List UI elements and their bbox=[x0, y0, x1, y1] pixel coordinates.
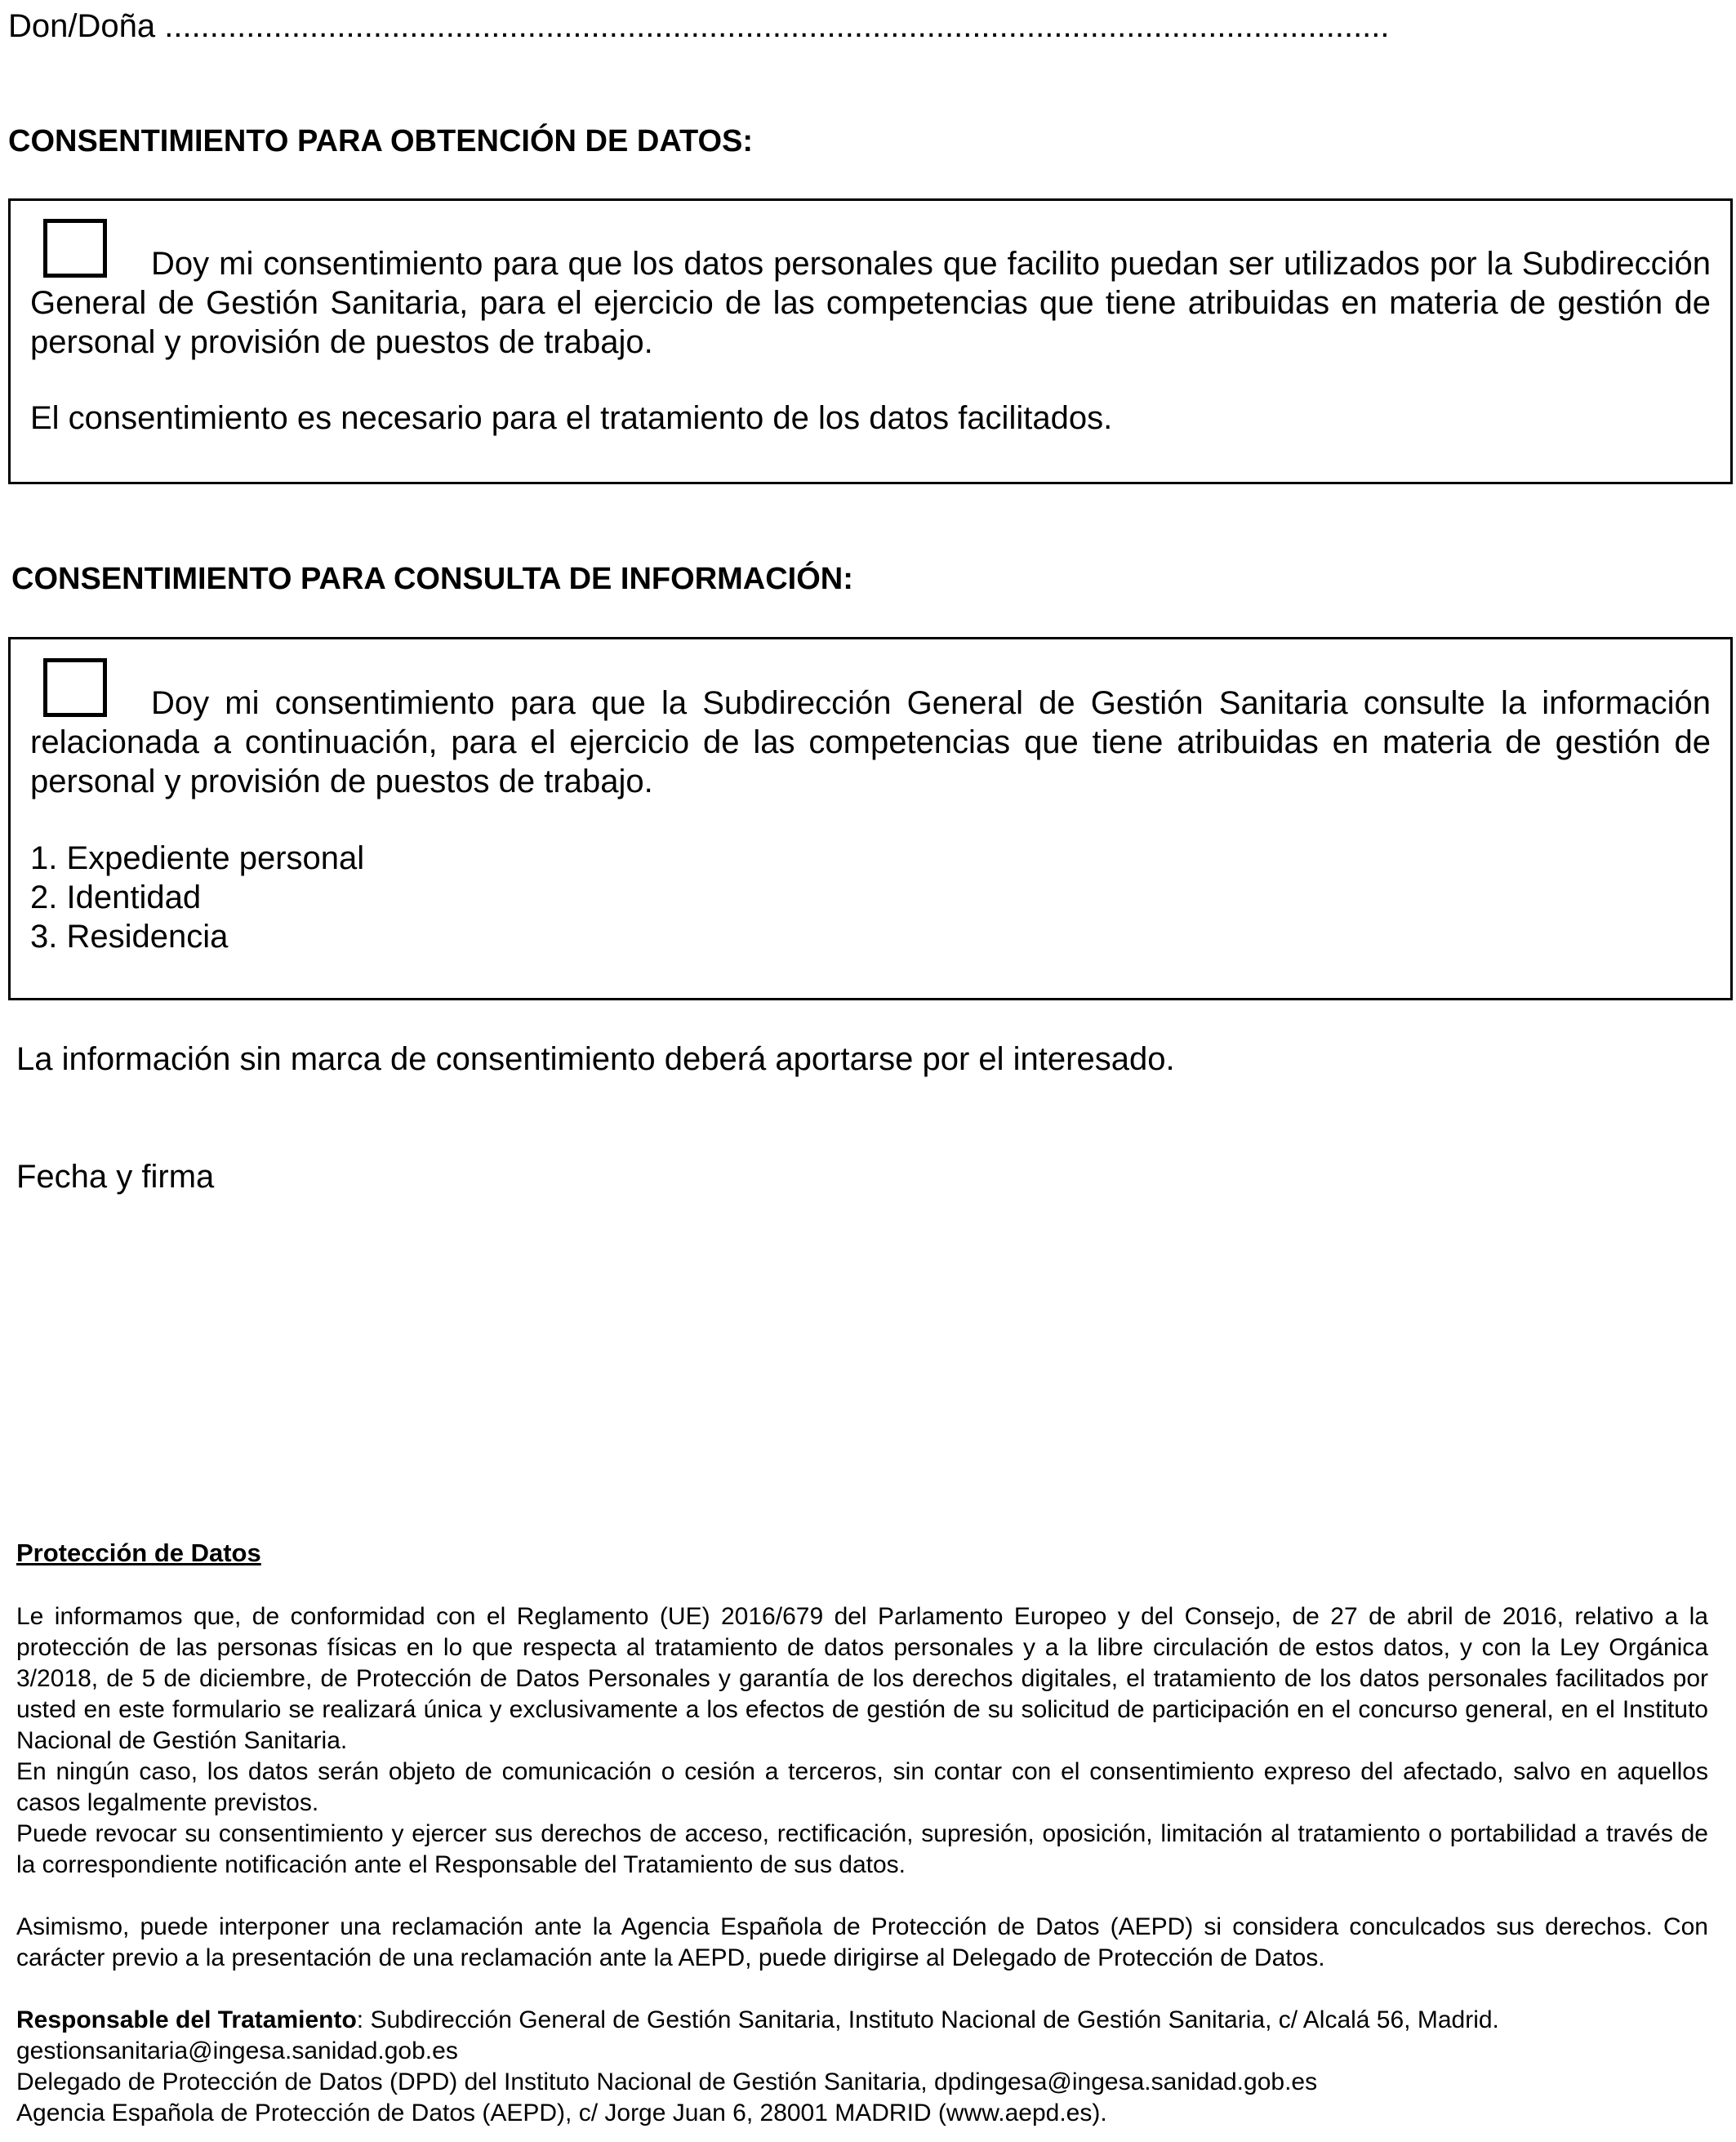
data-protection-p4: Asimismo, puede interponer una reclamación ante la Agencia Española de Protección de Datos (AEPD) si considera conculcados sus derechos. Con carácter previo a la presentación de una reclamación ante la AEPD, puede dirigirse al Delegado de Protección de Datos. bbox=[16, 1913, 1708, 1971]
consent-consultation-box bbox=[8, 637, 1733, 1000]
data-protection-p2: En ningún caso, los datos serán objeto de comunicación o cesión a terceros, sin contar con el consentimiento expreso del afectado, salvo en aquellos casos legalmente previstos. bbox=[16, 1758, 1708, 1816]
consent-required-note: El consentimiento es necesario para el tratamiento de los datos facilitados. bbox=[30, 400, 1113, 436]
consent-obtention-text: Doy mi consentimiento para que los datos personales que facilito puedan ser utilizados por la Subdirección General de Gestión Sanitaria, para el ejercicio de las competencias que tiene atribuidas en materia de gestión de personal y provisión de puestos de trabajo. bbox=[30, 246, 1711, 360]
data-protection-body bbox=[16, 1601, 1708, 2129]
notice-text: La información sin marca de consentimiento deberá aportarse por el interesado. bbox=[16, 1041, 1175, 1077]
section1-title: CONSENTIMIENTO PARA OBTENCIÓN DE DATOS: bbox=[8, 124, 754, 158]
responsable-label: Responsable del Tratamiento bbox=[16, 2006, 357, 2033]
data-protection-p3: Puede revocar su consentimiento y ejercer sus derechos de acceso, rectificación, supresión, oposición, limitación al tratamiento o portabilidad a través de la correspondiente notificación ante el Responsable del Tratamiento de sus datos. bbox=[16, 1820, 1708, 1878]
aepd-line: Agencia Española de Protección de Datos (AEPD), c/ Jorge Juan 6, 28001 MADRID (www.aepd.es). bbox=[16, 2100, 1107, 2126]
contact-email: gestionsanitaria@ingesa.sanidad.gob.es bbox=[16, 2037, 458, 2064]
list-item: 1. Expediente personal bbox=[30, 840, 365, 876]
name-line: Don/Doña ....................................................................................................................................... bbox=[8, 8, 1390, 44]
responsable-text: : Subdirección General de Gestión Sanitaria, Instituto Nacional de Gestión Sanitaria, c/ Alcalá 56, Madrid. bbox=[356, 2006, 1499, 2033]
section2-title: CONSENTIMIENTO PARA CONSULTA DE INFORMACIÓN: bbox=[11, 562, 853, 596]
responsable-line bbox=[16, 2005, 1708, 2036]
data-protection-title: Protección de Datos bbox=[16, 1539, 261, 1567]
signature-label: Fecha y firma bbox=[16, 1159, 215, 1195]
consent-consultation-text: Doy mi consentimiento para que la Subdirección General de Gestión Sanitaria consulte la información relacionada a continuación, para el ejercicio de las competencias que tiene atribuidas en materia de gestión de personal y provisión de puestos de trabajo. bbox=[30, 685, 1711, 799]
data-protection-p1: Le informamos que, de conformidad con el Reglamento (UE) 2016/679 del Parlamento Europeo y del Consejo, de 27 de abril de 2016, relativo a la protección de las personas físicas en lo que respecta al tratamiento de datos personales y a la libre circulación de estos datos, y con la Ley Orgánica 3/2018, de 5 de diciembre, de Protección de Datos Personales y garantía de los derechos digitales, el tratamiento de los datos personales facilitados por usted en este formulario se realizará única y exclusivamente a los efectos de gestión de su solicitud de participación en el concurso general, en el Instituto Nacional de Gestión Sanitaria. bbox=[16, 1603, 1708, 1754]
list-item: 3. Residencia bbox=[30, 919, 229, 955]
list-item: 2. Identidad bbox=[30, 880, 202, 915]
dpd-line: Delegado de Protección de Datos (DPD) del Instituto Nacional de Gestión Sanitaria, dpdingesa@ingesa.sanidad.gob.es bbox=[16, 2069, 1318, 2095]
consent-obtention-box bbox=[8, 198, 1733, 484]
